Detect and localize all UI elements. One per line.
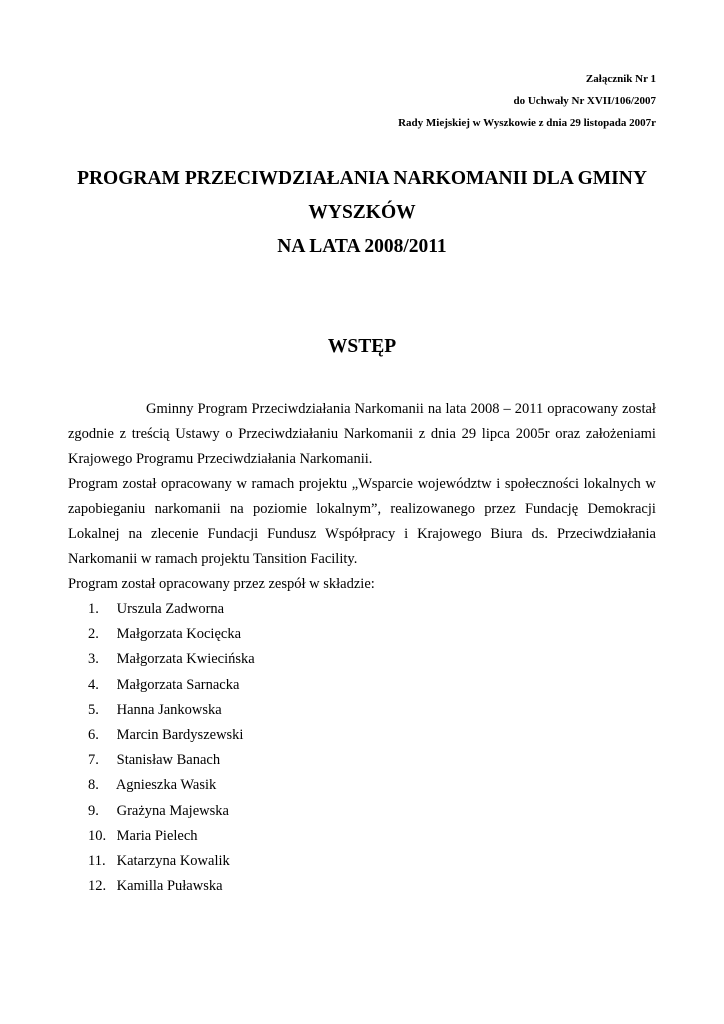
list-item-number: 9. (88, 802, 99, 819)
list-item (88, 849, 255, 874)
list-item (88, 647, 255, 672)
annex-resolution: do Uchwały Nr XVII/106/2007 (513, 95, 656, 107)
text-word: „Wsparcie (351, 476, 413, 492)
text-word: narkomanii (154, 501, 221, 517)
paragraph-intro (68, 397, 656, 472)
text-word: 2011 (514, 401, 544, 417)
list-item (88, 773, 255, 798)
list-item-name: Hanna Jankowska (113, 701, 222, 718)
text-word: z (119, 426, 127, 442)
list-item-name: Grażyna Majewska (113, 802, 229, 819)
text-word: ramach (251, 476, 295, 492)
text-word: na (427, 401, 442, 417)
list-item (88, 673, 255, 698)
text-word: założeniami (585, 426, 656, 442)
text-line (68, 472, 656, 497)
title-line-2: WYSZKÓW (308, 202, 416, 223)
list-item-number: 12. (88, 878, 107, 895)
text-word: Przeciwdziałania (556, 526, 656, 542)
list-item-number: 1. (88, 601, 99, 617)
text-word: przez (484, 501, 516, 517)
text-word: w (236, 476, 247, 492)
text-word: lokalnym”, (316, 501, 382, 517)
text-word: i (496, 476, 501, 492)
text-line (68, 422, 656, 447)
list-item (88, 723, 255, 748)
list-item-name: Małgorzata Kocięcka (113, 626, 242, 643)
text-word: z (418, 426, 426, 442)
text-word: lata (445, 401, 467, 417)
list-item-number: 5. (88, 701, 99, 718)
text-word: zlecenie (151, 526, 199, 542)
list-item (88, 874, 255, 899)
text-line (68, 522, 656, 547)
text-word: – (503, 401, 511, 417)
text-word: Lokalnej (68, 526, 120, 542)
text-word: 2008 (470, 401, 500, 417)
list-item-name: Małgorzata Sarnacka (113, 676, 240, 693)
document-title (60, 162, 664, 264)
text-word: Przeciwdziałaniu (238, 426, 339, 442)
annex-header (398, 68, 656, 134)
text-word: Fundacji (207, 526, 259, 542)
list-item-number: 7. (88, 752, 99, 769)
list-item-name: Agnieszka Wasik (113, 777, 217, 794)
paragraph-project (68, 472, 656, 572)
text-word: na (229, 501, 244, 517)
text-word: lipca (481, 426, 510, 442)
list-item (88, 622, 255, 647)
text-word: o (225, 426, 233, 442)
text-word: projektu (298, 476, 348, 492)
text-word: został (122, 476, 157, 492)
list-item (88, 748, 255, 773)
list-item-name: Maria Pielech (113, 827, 198, 844)
list-item-name: Marcin Bardyszewski (113, 726, 244, 743)
list-item (88, 824, 255, 849)
annex-number: Załącznik Nr 1 (585, 73, 656, 85)
text-line (68, 497, 656, 522)
list-item-number: 6. (88, 726, 99, 743)
list-item (88, 698, 255, 723)
text-word: 2005r (515, 426, 550, 442)
text-word: lokalnych (583, 476, 641, 492)
annex-council-date: Rady Miejskiej w Wyszkowie z dnia 29 listopada 2007r (398, 117, 656, 129)
text-word: zgodnie (68, 426, 114, 442)
text-word: Fundusz (267, 526, 317, 542)
text-line (68, 547, 656, 572)
text-word: na (128, 526, 143, 542)
text-word: Krajowego (417, 526, 482, 542)
text-word: Krajowego Programu Przeciwdziałania Narkomanii. (68, 451, 373, 467)
text-word: Narkomanii (343, 426, 414, 442)
text-word: oraz (555, 426, 581, 442)
text-word: dnia (430, 426, 456, 442)
text-word: opracowany (547, 401, 619, 417)
list-item-name: Katarzyna Kowalik (113, 852, 230, 869)
text-word: realizowanego (390, 501, 475, 517)
list-item-number: 11. (88, 852, 106, 869)
text-word: Fundację (524, 501, 579, 517)
text-word: Demokracji (587, 501, 656, 517)
list-item (88, 597, 255, 622)
body-text (68, 397, 656, 597)
text-word: Program (197, 401, 248, 417)
list-item-name: Małgorzata Kwiecińska (113, 651, 255, 668)
text-word: w (645, 476, 656, 492)
text-word: ds. (531, 526, 549, 542)
title-line-1: PROGRAM PRZECIWDZIAŁANIA NARKOMANII DLA GMINY (77, 168, 647, 189)
text-word: 29 (461, 426, 477, 442)
text-word: Gminny (146, 401, 194, 417)
text-word: poziomie (252, 501, 307, 517)
text-word: Narkomanii w ramach projektu Tansition Facility. (68, 551, 358, 567)
text-word: został (622, 401, 656, 417)
text-word: Biura (490, 526, 523, 542)
text-line (68, 397, 656, 422)
text-line (68, 447, 656, 472)
list-item (88, 799, 255, 824)
text-word: społeczności (504, 476, 579, 492)
list-item-name: Stanisław Banach (113, 752, 221, 769)
list-item-name: Urszula Zadworna (113, 601, 225, 617)
text-word: zapobieganiu (68, 501, 146, 517)
text-word: Program (68, 476, 118, 492)
text-word: opracowany (160, 476, 232, 492)
text-word: Ustawy (175, 426, 220, 442)
text-word: Narkomanii (354, 401, 424, 417)
team-member-list (88, 597, 255, 899)
list-item-number: 10. (88, 827, 107, 844)
list-item-number: 2. (88, 626, 99, 643)
list-item-name: Kamilla Puławska (113, 878, 223, 895)
section-heading: WSTĘP (327, 336, 397, 357)
text-word: treścią (131, 426, 170, 442)
text-word: Współpracy (325, 526, 396, 542)
text-word: województw (417, 476, 492, 492)
list-item-number: 4. (88, 676, 99, 693)
list-item-number: 8. (88, 777, 99, 794)
title-line-3: NA LATA 2008/2011 (277, 236, 447, 257)
paragraph-team: Program został opracowany przez zespół w składzie: (68, 576, 375, 592)
list-item-number: 3. (88, 651, 99, 668)
text-word: i (404, 526, 409, 542)
text-word: Przeciwdziałania (251, 401, 351, 417)
